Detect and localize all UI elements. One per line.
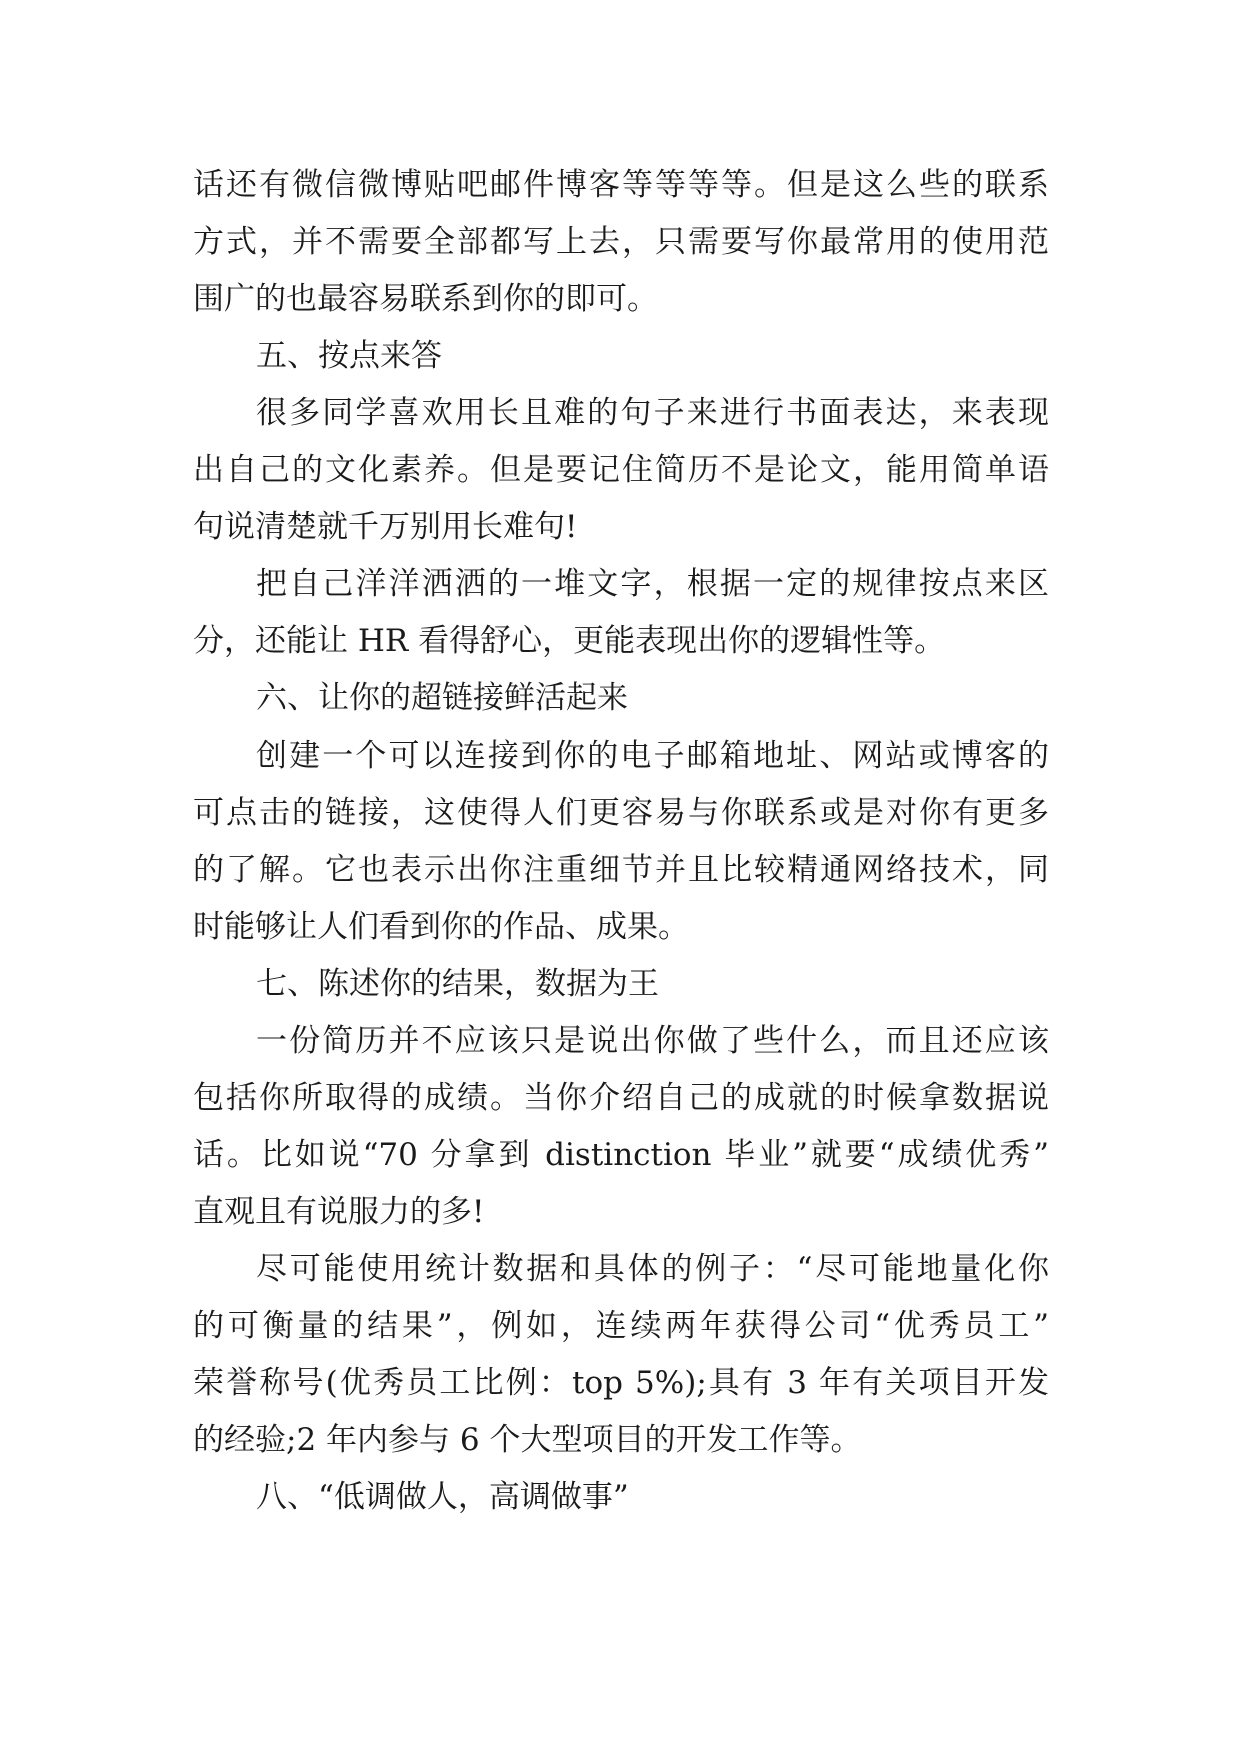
body-text-line: 出自己的文化素养。但是要记住简历不是论文，能用简单语	[193, 452, 1049, 488]
body-text-line: 尽可能使用统计数据和具体的例子：“尽可能地量化你	[256, 1251, 1049, 1287]
body-text-line: 很多同学喜欢用长且难的句子来进行书面表达，来表现	[256, 395, 1049, 431]
body-text-line: 分，还能让 HR 看得舒心，更能表现出你的逻辑性等。	[193, 623, 946, 659]
section-heading: 八、“低调做人，高调做事”	[256, 1479, 629, 1515]
body-text-line: 方式，并不需要全部都写上去，只需要写你最常用的使用范	[193, 224, 1049, 260]
body-text-line: 一份简历并不应该只是说出你做了些什么，而且还应该	[256, 1023, 1049, 1059]
body-text-line: 的可衡量的结果”，例如，连续两年获得公司“优秀员工”	[193, 1308, 1049, 1344]
body-text-line: 把自己洋洋洒洒的一堆文字，根据一定的规律按点来区	[256, 566, 1049, 602]
body-text-line: 围广的也最容易联系到你的即可。	[193, 281, 658, 317]
body-text-line: 创建一个可以连接到你的电子邮箱地址、网站或博客的	[256, 738, 1049, 774]
body-text-line: 直观且有说服力的多!	[193, 1194, 485, 1230]
body-text-line: 话。比如说“70 分拿到 distinction 毕业”就要“成绩优秀”	[193, 1137, 1049, 1173]
body-text-line: 包括你所取得的成绩。当你介绍自己的成就的时候拿数据说	[193, 1080, 1049, 1116]
section-heading: 五、按点来答	[256, 338, 442, 374]
section-heading: 六、让你的超链接鲜活起来	[256, 680, 628, 716]
body-text-line: 的经验;2 年内参与 6 个大型项目的开发工作等。	[193, 1422, 862, 1458]
body-text-line: 可点击的链接，这使得人们更容易与你联系或是对你有更多	[193, 795, 1049, 831]
body-text-line: 话还有微信微博贴吧邮件博客等等等等。但是这么些的联系	[193, 167, 1049, 203]
body-text-line: 时能够让人们看到你的作品、成果。	[193, 909, 689, 945]
section-heading: 七、陈述你的结果，数据为王	[256, 966, 659, 1002]
body-text-line: 荣誉称号(优秀员工比例：top 5%);具有 3 年有关项目开发	[193, 1365, 1049, 1401]
body-text-line: 句说清楚就千万别用长难句!	[193, 509, 578, 545]
body-text-line: 的了解。它也表示出你注重细节并且比较精通网络技术，同	[193, 852, 1049, 888]
